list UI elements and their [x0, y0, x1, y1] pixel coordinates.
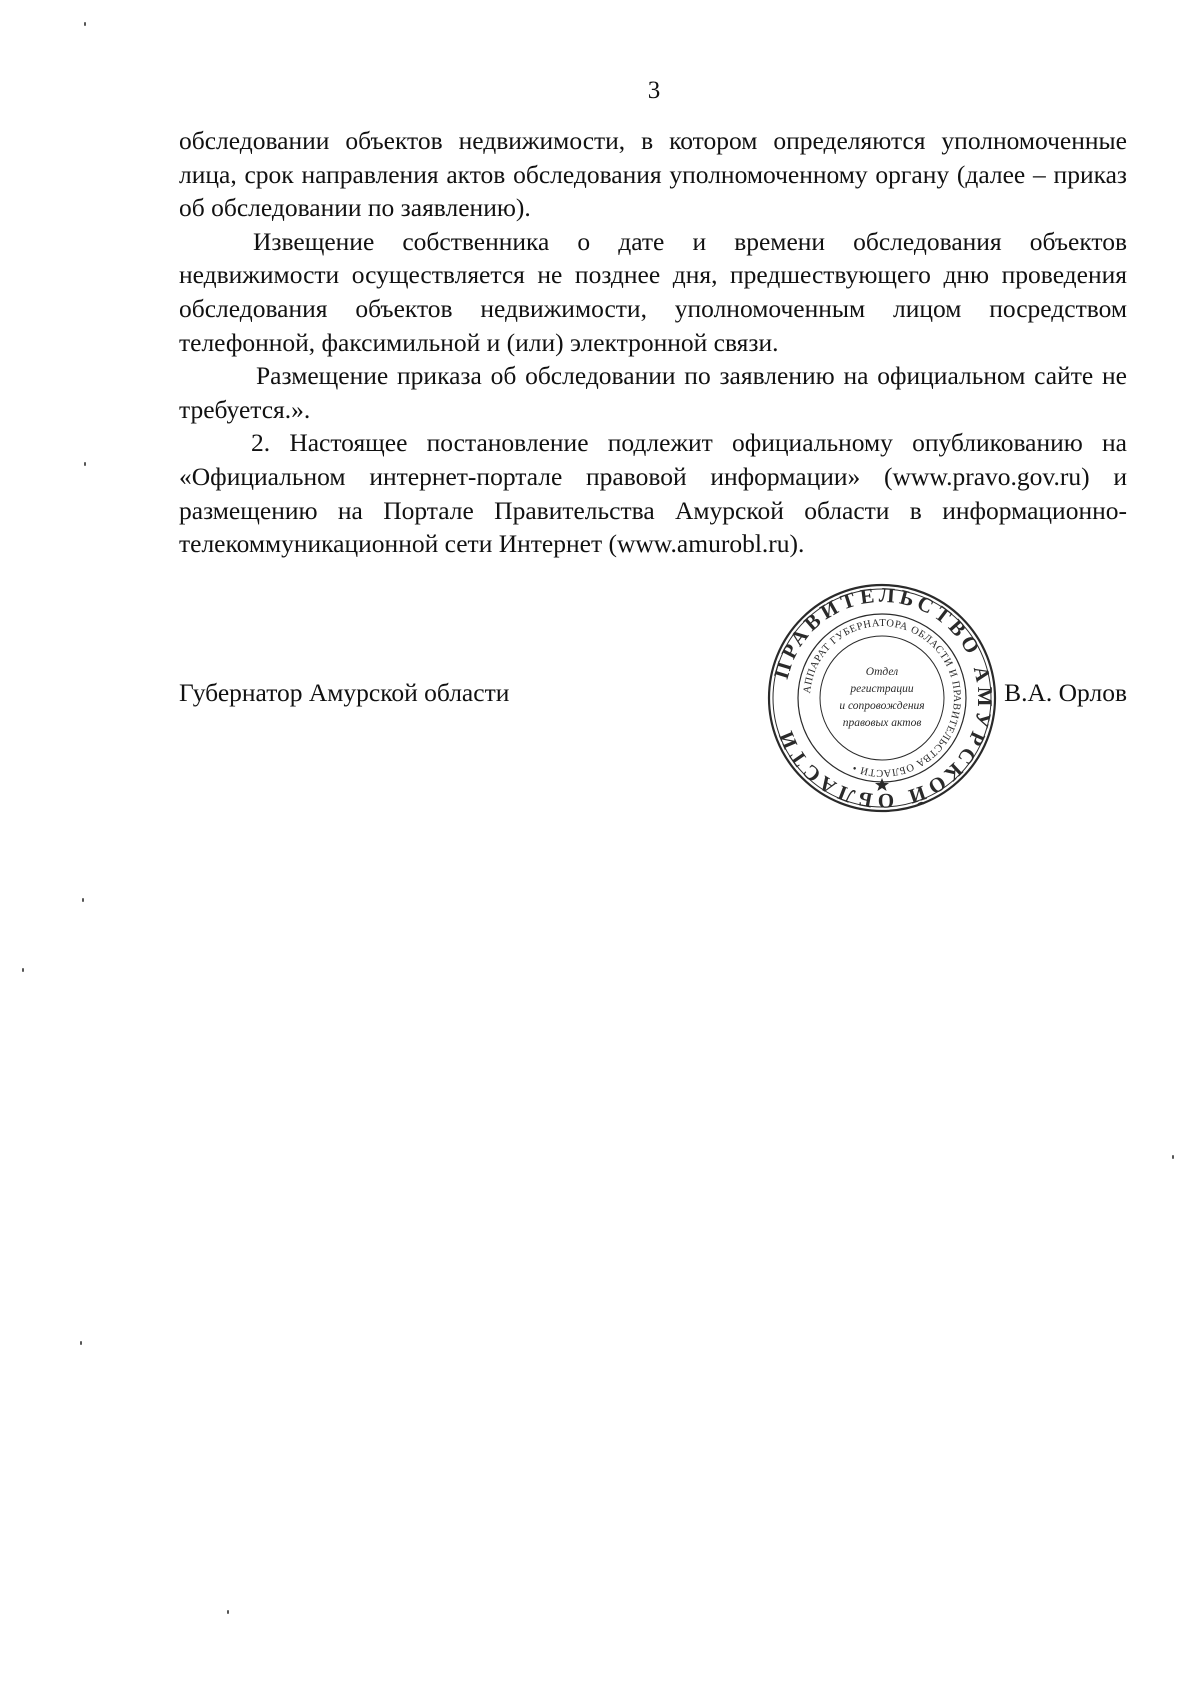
scan-speck — [227, 1610, 229, 1614]
scan-speck — [82, 898, 84, 902]
seal-outer-text — [769, 583, 997, 814]
paragraph-4: 2. Настоящее постановление подлежит официальному опубликованию на «Официальном интернет-портале правовой информации» (www.pravo.gov.ru) и размещению на Портале Правительства Амурской области в информационно-телекоммуникационной сети Интернет (www.amurobl.ru). — [179, 428, 1127, 559]
scan-speck — [84, 22, 86, 26]
scan-speck — [1172, 1155, 1174, 1159]
seal-inner-text — [802, 618, 962, 778]
scan-speck — [22, 968, 24, 972]
paragraph-2: Извещение собственника о дате и времени обследования объектов недвижимости осуществляется не позднее дня, предшествующего дню проведения обследования объектов недвижимости, уполномоченным лицом посредством телефонной, факсимильной и (или) электронной связи. — [179, 226, 1127, 357]
seal-inner-ring — [820, 636, 944, 760]
scan-speck — [80, 1341, 82, 1345]
signer-title: Губернатор Амурской области — [179, 678, 510, 707]
page-number: 3 — [647, 77, 661, 104]
paragraph-1: обследовании объектов недвижимости, в котором определяются уполномоченные лица, срок направления актов обследования уполномоченному органу (далее – приказ об обследовании по заявлению). — [179, 126, 1127, 223]
paragraph-3: Размещение приказа об обследовании по заявлению на официальном сайте не требуется.». — [179, 361, 1127, 424]
seal-outer-text-path: ПРАВИТЕЛЬСТВО АМУРСКОЙ ОБЛАСТИ — [768, 582, 998, 814]
seal-center-line-4: правовых актов — [842, 717, 922, 729]
scan-speck — [84, 462, 86, 466]
official-seal-stamp — [766, 582, 998, 814]
seal-center-line-2: регистрации — [850, 683, 914, 695]
seal-middle-ring — [798, 614, 966, 782]
seal-inner-text-path: АППАРАТ ГУБЕРНАТОРА ОБЛАСТИ И ПРАВИТЕЛЬСТВА ОБЛАСТИ • — [802, 617, 963, 779]
document-body — [179, 124, 1127, 561]
signer-name: В.А. Орлов — [1004, 678, 1127, 707]
seal-center-line-3: и сопровождения — [839, 700, 925, 712]
seal-center-line-1: Отдел — [865, 666, 899, 678]
